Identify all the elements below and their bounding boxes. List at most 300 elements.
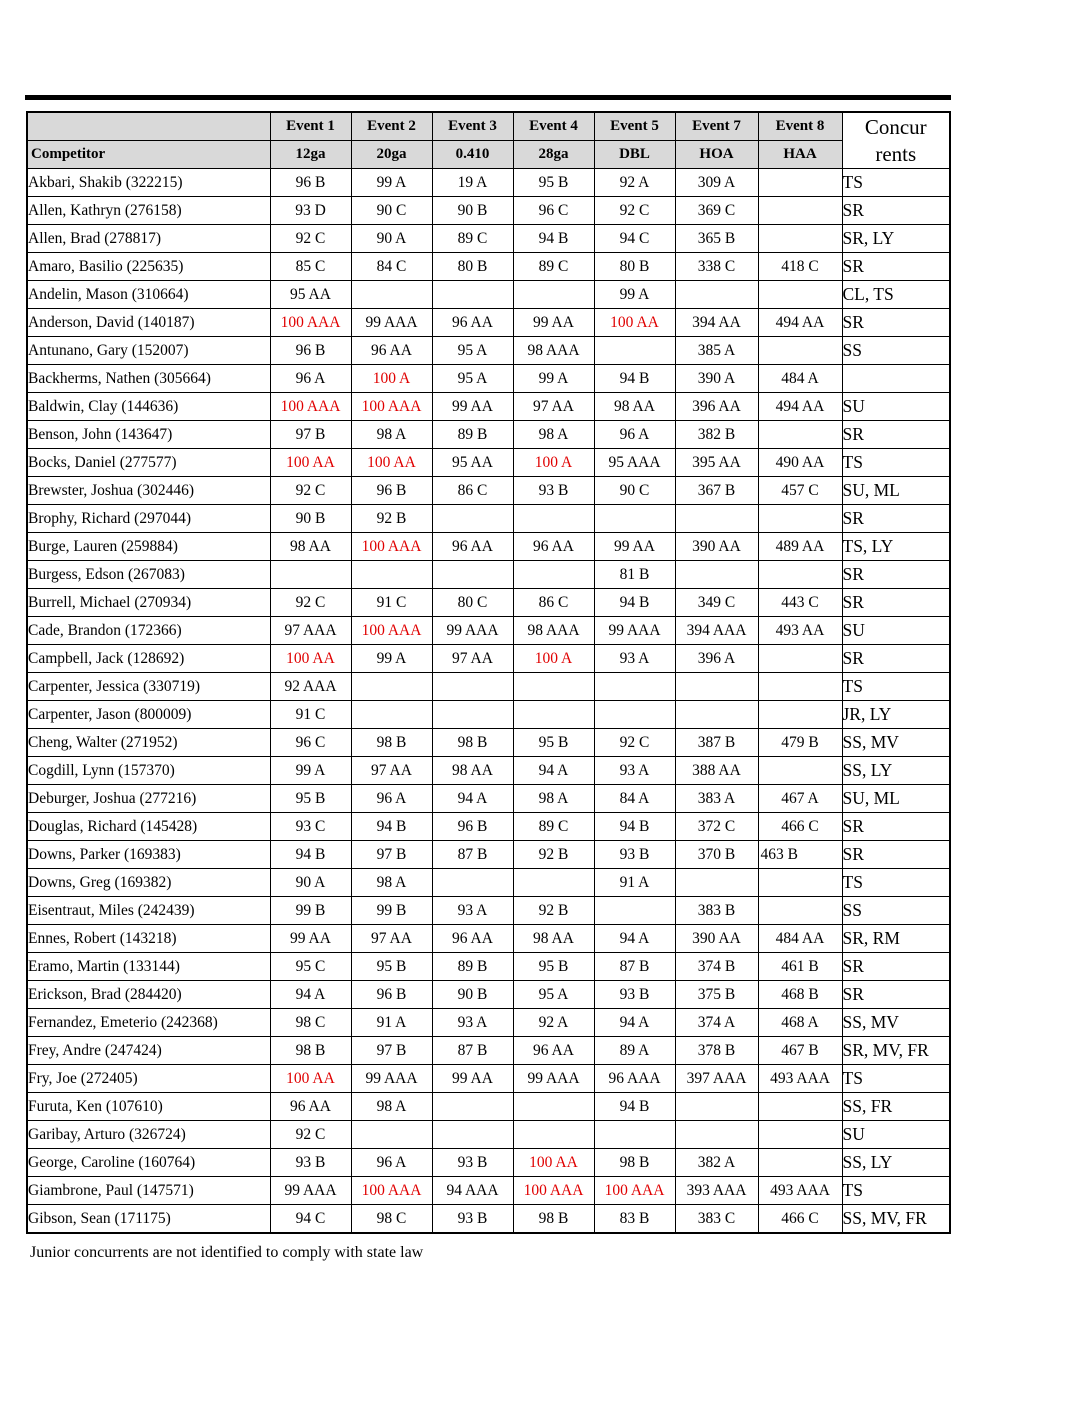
score-cell: 95 B	[513, 169, 594, 197]
competitor-name: Frey, Andre (247424)	[27, 1037, 270, 1065]
concurrents-cell: SS, MV, FR	[842, 1205, 950, 1234]
score-cell: 382 A	[675, 1149, 758, 1177]
competitor-name: Deburger, Joshua (277216)	[27, 785, 270, 813]
competitor-name: Antunano, Gary (152007)	[27, 337, 270, 365]
score-cell: 99 AAA	[594, 617, 675, 645]
score-cell	[513, 673, 594, 701]
score-cell: 19 A	[432, 169, 513, 197]
score-cell	[351, 701, 432, 729]
competitor-name: Cade, Brandon (172366)	[27, 617, 270, 645]
competitor-name: Benson, John (143647)	[27, 421, 270, 449]
score-cell: 99 B	[270, 897, 351, 925]
table-row	[27, 169, 950, 197]
score-cell	[351, 673, 432, 701]
score-cell	[758, 169, 842, 197]
score-cell: 467 A	[758, 785, 842, 813]
score-cell: 393 AAA	[675, 1177, 758, 1205]
score-cell: 93 A	[432, 1009, 513, 1037]
concurrents-cell: SR	[842, 589, 950, 617]
event-header: Event 7	[675, 112, 758, 141]
score-cell: 97 B	[351, 841, 432, 869]
score-cell: 89 C	[513, 813, 594, 841]
table-row	[27, 1177, 950, 1205]
table-row	[27, 785, 950, 813]
score-cell: 92 C	[270, 477, 351, 505]
event-header: Event 8	[758, 112, 842, 141]
score-cell: 87 B	[594, 953, 675, 981]
concurrents-cell: SR	[842, 953, 950, 981]
score-cell	[432, 505, 513, 533]
score-cell	[758, 421, 842, 449]
score-cell: 98 B	[513, 1205, 594, 1234]
concurrents-cell	[842, 365, 950, 393]
competitor-name: Allen, Brad (278817)	[27, 225, 270, 253]
score-cell	[432, 1121, 513, 1149]
score-cell: 100 AA	[594, 309, 675, 337]
concurrents-cell: SS, FR	[842, 1093, 950, 1121]
score-cell: 484 A	[758, 365, 842, 393]
score-cell: 394 AAA	[675, 617, 758, 645]
score-cell	[758, 197, 842, 225]
score-cell	[513, 1093, 594, 1121]
score-cell: 96 A	[351, 785, 432, 813]
table-row	[27, 813, 950, 841]
score-cell: 443 C	[758, 589, 842, 617]
competitor-name: Cheng, Walter (271952)	[27, 729, 270, 757]
concurrents-cell: SR	[842, 841, 950, 869]
score-cell	[513, 701, 594, 729]
score-cell: 390 A	[675, 365, 758, 393]
score-cell: 80 B	[432, 253, 513, 281]
score-cell: 374 A	[675, 1009, 758, 1037]
score-cell: 394 AA	[675, 309, 758, 337]
score-cell	[513, 1121, 594, 1149]
score-cell: 95 B	[351, 953, 432, 981]
score-cell: 100 AA	[270, 449, 351, 477]
score-cell: 92 B	[351, 505, 432, 533]
score-cell: 98 AA	[270, 533, 351, 561]
subtype-header: 12ga	[270, 141, 351, 169]
score-cell	[351, 1121, 432, 1149]
top-rule	[25, 95, 951, 100]
score-cell: 94 B	[270, 841, 351, 869]
header-row-events	[27, 112, 950, 141]
score-cell: 468 A	[758, 1009, 842, 1037]
score-cell: 98 AAA	[513, 617, 594, 645]
competitor-name: Gibson, Sean (171175)	[27, 1205, 270, 1234]
score-cell: 93 D	[270, 197, 351, 225]
score-cell: 93 A	[594, 757, 675, 785]
score-cell: 99 A	[594, 281, 675, 309]
competitor-name: Brophy, Richard (297044)	[27, 505, 270, 533]
score-cell: 93 A	[594, 645, 675, 673]
score-cell	[270, 561, 351, 589]
concurrents-header-line2: rents	[875, 141, 917, 166]
score-cell: 89 C	[513, 253, 594, 281]
concurrents-cell: SS	[842, 337, 950, 365]
competitor-name: Ennes, Robert (143218)	[27, 925, 270, 953]
concurrents-cell: SS	[842, 897, 950, 925]
score-cell: 99 AA	[432, 1065, 513, 1093]
score-cell: 98 A	[351, 1093, 432, 1121]
competitor-name: Eisentraut, Miles (242439)	[27, 897, 270, 925]
competitor-name: Baldwin, Clay (144636)	[27, 393, 270, 421]
score-cell	[351, 281, 432, 309]
table-row	[27, 925, 950, 953]
concurrents-cell: SR	[842, 505, 950, 533]
score-cell	[432, 281, 513, 309]
score-cell	[758, 1093, 842, 1121]
score-cell: 86 C	[432, 477, 513, 505]
score-cell: 96 AA	[270, 1093, 351, 1121]
score-cell: 100 AA	[270, 645, 351, 673]
concurrents-cell: SR	[842, 981, 950, 1009]
score-cell	[675, 561, 758, 589]
score-cell: 84 A	[594, 785, 675, 813]
competitor-name: Carpenter, Jason (800009)	[27, 701, 270, 729]
score-cell: 100 A	[513, 449, 594, 477]
score-cell: 94 B	[594, 365, 675, 393]
score-cell: 494 AA	[758, 393, 842, 421]
score-cell: 98 A	[513, 421, 594, 449]
score-cell: 94 A	[594, 1009, 675, 1037]
concurrents-cell: SR	[842, 421, 950, 449]
table-row	[27, 757, 950, 785]
score-cell: 96 B	[351, 477, 432, 505]
score-cell: 94 A	[270, 981, 351, 1009]
subtype-header: HAA	[758, 141, 842, 169]
score-cell: 90 C	[594, 477, 675, 505]
score-cell: 84 C	[351, 253, 432, 281]
table-row	[27, 197, 950, 225]
score-cell: 97 AAA	[270, 617, 351, 645]
table-row	[27, 253, 950, 281]
header-row-subtypes	[27, 141, 950, 169]
score-cell: 96 AAA	[594, 1065, 675, 1093]
table-row	[27, 365, 950, 393]
concurrents-cell: SU, ML	[842, 785, 950, 813]
score-cell: 90 C	[351, 197, 432, 225]
score-cell: 92 B	[513, 897, 594, 925]
concurrents-cell: SS, LY	[842, 757, 950, 785]
competitor-name: Bocks, Daniel (277577)	[27, 449, 270, 477]
score-cell: 383 B	[675, 897, 758, 925]
score-cell	[513, 869, 594, 897]
score-cell: 100 AA	[351, 449, 432, 477]
score-cell: 91 C	[270, 701, 351, 729]
event-header: Event 3	[432, 112, 513, 141]
score-cell: 95 A	[432, 337, 513, 365]
score-cell: 96 AA	[432, 925, 513, 953]
competitor-name: Burgess, Edson (267083)	[27, 561, 270, 589]
score-cell: 100 AAA	[594, 1177, 675, 1205]
score-cell: 100 AA	[270, 1065, 351, 1093]
score-cell	[432, 701, 513, 729]
concurrents-cell: SR	[842, 561, 950, 589]
subtype-header: DBL	[594, 141, 675, 169]
score-cell: 388 AA	[675, 757, 758, 785]
score-cell: 493 AAA	[758, 1065, 842, 1093]
score-cell	[758, 505, 842, 533]
score-cell: 95 AA	[432, 449, 513, 477]
score-cell	[758, 757, 842, 785]
score-cell: 99 AA	[270, 925, 351, 953]
score-cell: 468 B	[758, 981, 842, 1009]
score-cell: 99 AAA	[270, 1177, 351, 1205]
event-header: Event 1	[270, 112, 351, 141]
score-cell: 95 B	[513, 729, 594, 757]
score-cell: 96 A	[351, 1149, 432, 1177]
score-cell: 100 AAA	[270, 393, 351, 421]
score-cell: 94 A	[594, 925, 675, 953]
score-cell: 100 AAA	[351, 393, 432, 421]
score-cell: 89 C	[432, 225, 513, 253]
score-cell: 97 B	[270, 421, 351, 449]
concurrents-cell: TS	[842, 869, 950, 897]
score-cell: 98 A	[351, 421, 432, 449]
table-row	[27, 841, 950, 869]
score-cell: 94 B	[513, 225, 594, 253]
concurrents-cell: SU	[842, 393, 950, 421]
score-cell: 369 C	[675, 197, 758, 225]
score-cell: 96 AA	[351, 337, 432, 365]
score-cell: 99 A	[351, 169, 432, 197]
score-cell: 90 B	[270, 505, 351, 533]
score-cell: 397 AAA	[675, 1065, 758, 1093]
score-cell	[675, 505, 758, 533]
score-cell: 367 B	[675, 477, 758, 505]
concurrents-cell: SR, MV, FR	[842, 1037, 950, 1065]
concurrents-cell: JR, LY	[842, 701, 950, 729]
score-cell: 81 B	[594, 561, 675, 589]
score-cell: 100 AAA	[351, 617, 432, 645]
concurrents-cell: CL, TS	[842, 281, 950, 309]
score-cell	[758, 561, 842, 589]
competitor-name: Downs, Parker (169383)	[27, 841, 270, 869]
concurrents-cell: SU, ML	[842, 477, 950, 505]
score-cell	[594, 337, 675, 365]
score-cell: 96 B	[351, 981, 432, 1009]
score-cell: 98 A	[351, 869, 432, 897]
score-cell	[594, 701, 675, 729]
score-cell: 96 B	[270, 169, 351, 197]
concurrents-cell: TS	[842, 169, 950, 197]
score-cell: 378 B	[675, 1037, 758, 1065]
subtype-header: 28ga	[513, 141, 594, 169]
score-cell: 463 B	[758, 841, 842, 869]
score-cell	[351, 561, 432, 589]
score-cell: 92 C	[270, 589, 351, 617]
score-cell	[675, 1093, 758, 1121]
table-row	[27, 393, 950, 421]
score-cell	[594, 1121, 675, 1149]
score-cell: 466 C	[758, 813, 842, 841]
score-cell	[675, 701, 758, 729]
score-cell: 99 AAA	[351, 1065, 432, 1093]
score-cell	[432, 1093, 513, 1121]
concurrents-cell: SR, LY	[842, 225, 950, 253]
concurrents-cell: TS	[842, 673, 950, 701]
results-body	[27, 169, 950, 1234]
score-cell: 94 A	[513, 757, 594, 785]
table-row	[27, 421, 950, 449]
score-cell: 98 AA	[594, 393, 675, 421]
score-cell: 92 C	[594, 197, 675, 225]
score-cell: 83 B	[594, 1205, 675, 1234]
score-cell: 97 AA	[432, 645, 513, 673]
score-cell: 95 B	[270, 785, 351, 813]
score-cell: 97 AA	[351, 925, 432, 953]
table-row	[27, 953, 950, 981]
score-cell	[758, 281, 842, 309]
score-cell: 93 B	[594, 981, 675, 1009]
competitor-name: Campbell, Jack (128692)	[27, 645, 270, 673]
score-cell	[513, 505, 594, 533]
table-row	[27, 1009, 950, 1037]
score-cell: 370 B	[675, 841, 758, 869]
score-cell: 86 C	[513, 589, 594, 617]
concurrents-cell: SR	[842, 813, 950, 841]
table-row	[27, 505, 950, 533]
score-cell: 95 A	[432, 365, 513, 393]
score-cell: 100 AAA	[351, 1177, 432, 1205]
competitor-name: Fry, Joe (272405)	[27, 1065, 270, 1093]
concurrents-cell: SR	[842, 645, 950, 673]
score-cell	[513, 281, 594, 309]
competitor-name: Brewster, Joshua (302446)	[27, 477, 270, 505]
concurrents-cell: SS, MV	[842, 1009, 950, 1037]
competitor-name: Douglas, Richard (145428)	[27, 813, 270, 841]
table-row	[27, 1149, 950, 1177]
score-cell: 94 B	[594, 589, 675, 617]
score-cell	[513, 561, 594, 589]
score-cell	[432, 673, 513, 701]
score-cell: 372 C	[675, 813, 758, 841]
subtype-header: HOA	[675, 141, 758, 169]
competitor-name: Garibay, Arturo (326724)	[27, 1121, 270, 1149]
competitor-name: Backherms, Nathen (305664)	[27, 365, 270, 393]
score-cell	[758, 673, 842, 701]
score-cell: 85 C	[270, 253, 351, 281]
score-cell: 97 B	[351, 1037, 432, 1065]
score-cell: 99 A	[351, 645, 432, 673]
score-cell: 466 C	[758, 1205, 842, 1234]
score-cell: 98 AA	[513, 925, 594, 953]
score-cell: 489 AA	[758, 533, 842, 561]
concurrents-cell: SR	[842, 309, 950, 337]
score-cell	[594, 673, 675, 701]
score-cell: 93 B	[513, 477, 594, 505]
table-row	[27, 645, 950, 673]
concurrents-cell: SR, RM	[842, 925, 950, 953]
concurrents-cell: TS	[842, 449, 950, 477]
score-cell: 89 B	[432, 953, 513, 981]
score-cell: 96 A	[594, 421, 675, 449]
score-cell: 89 A	[594, 1037, 675, 1065]
score-cell: 98 C	[270, 1009, 351, 1037]
competitor-name: Allen, Kathryn (276158)	[27, 197, 270, 225]
score-cell: 382 B	[675, 421, 758, 449]
table-row	[27, 617, 950, 645]
score-cell: 93 B	[432, 1205, 513, 1234]
subtype-header: 20ga	[351, 141, 432, 169]
competitor-name: Burrell, Michael (270934)	[27, 589, 270, 617]
score-cell: 92 C	[270, 1121, 351, 1149]
score-cell	[758, 897, 842, 925]
score-cell: 96 C	[513, 197, 594, 225]
score-cell: 94 B	[351, 813, 432, 841]
score-cell: 91 C	[351, 589, 432, 617]
score-cell: 99 AAA	[351, 309, 432, 337]
concurrents-header	[842, 112, 950, 169]
score-cell: 92 AAA	[270, 673, 351, 701]
table-row	[27, 673, 950, 701]
score-cell: 375 B	[675, 981, 758, 1009]
score-cell: 96 B	[432, 813, 513, 841]
score-cell: 395 AA	[675, 449, 758, 477]
score-cell: 494 AA	[758, 309, 842, 337]
score-cell: 387 B	[675, 729, 758, 757]
competitor-name: George, Caroline (160764)	[27, 1149, 270, 1177]
table-row	[27, 561, 950, 589]
score-cell: 98 B	[270, 1037, 351, 1065]
score-cell: 94 C	[270, 1205, 351, 1234]
score-cell: 97 AA	[351, 757, 432, 785]
score-cell: 96 AA	[432, 309, 513, 337]
score-cell: 96 A	[270, 365, 351, 393]
concurrents-cell: SU	[842, 617, 950, 645]
score-cell: 80 B	[594, 253, 675, 281]
score-cell: 396 A	[675, 645, 758, 673]
score-cell: 87 B	[432, 1037, 513, 1065]
score-cell: 96 AA	[432, 533, 513, 561]
score-cell: 100 AAA	[513, 1177, 594, 1205]
score-cell: 94 C	[594, 225, 675, 253]
score-cell: 98 A	[513, 785, 594, 813]
score-cell: 457 C	[758, 477, 842, 505]
competitor-name: Fernandez, Emeterio (242368)	[27, 1009, 270, 1037]
score-cell: 90 A	[270, 869, 351, 897]
score-cell	[758, 701, 842, 729]
score-cell: 396 AA	[675, 393, 758, 421]
score-cell: 91 A	[351, 1009, 432, 1037]
score-cell: 99 AA	[432, 393, 513, 421]
score-cell	[758, 645, 842, 673]
table-row	[27, 281, 950, 309]
score-cell: 96 AA	[513, 1037, 594, 1065]
concurrents-cell: SS, LY	[842, 1149, 950, 1177]
score-cell: 96 B	[270, 337, 351, 365]
competitor-header: Competitor	[27, 141, 270, 169]
table-row	[27, 449, 950, 477]
blank-header-cell	[27, 112, 270, 141]
score-cell: 100 A	[513, 645, 594, 673]
score-cell: 349 C	[675, 589, 758, 617]
score-cell: 390 AA	[675, 925, 758, 953]
score-cell	[758, 337, 842, 365]
score-cell: 95 C	[270, 953, 351, 981]
concurrents-cell: TS	[842, 1177, 950, 1205]
score-cell: 98 B	[594, 1149, 675, 1177]
table-row	[27, 225, 950, 253]
table-row	[27, 729, 950, 757]
score-cell: 93 A	[432, 897, 513, 925]
score-cell	[432, 869, 513, 897]
score-cell: 97 AA	[513, 393, 594, 421]
score-cell: 94 B	[594, 1093, 675, 1121]
competitor-name: Furuta, Ken (107610)	[27, 1093, 270, 1121]
concurrents-cell: SR	[842, 197, 950, 225]
